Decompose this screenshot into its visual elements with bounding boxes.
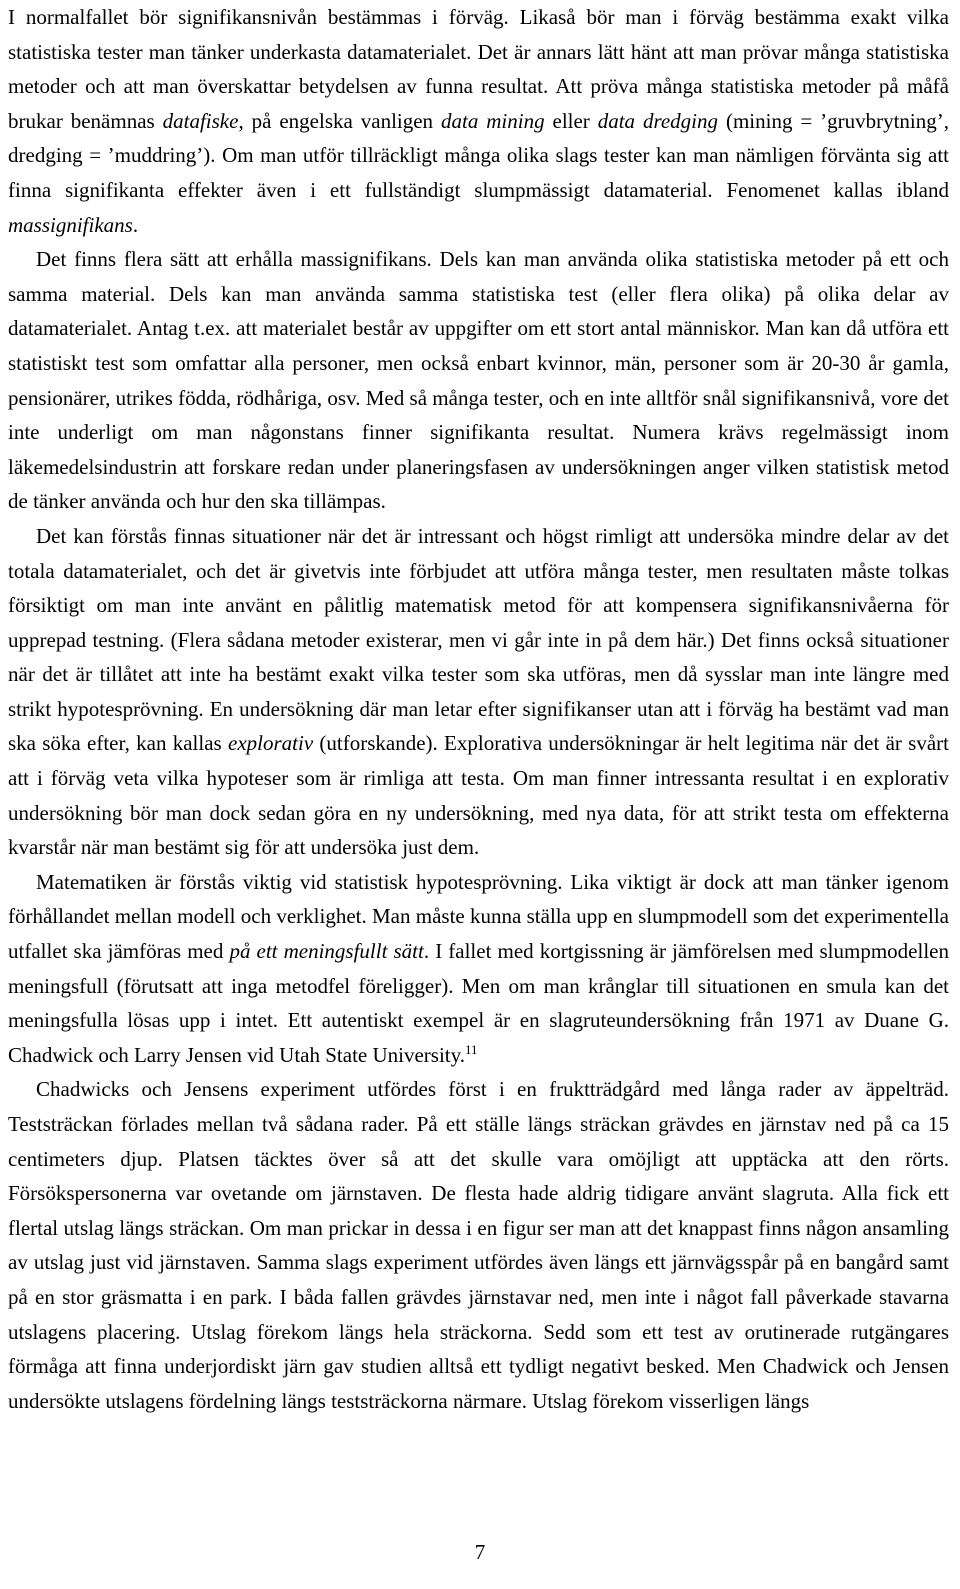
text-run: eller — [544, 108, 598, 133]
text-run: . — [132, 212, 139, 237]
text-run: Det finns flera sätt att erhålla massignifikans. Dels kan man använda olika statistiska metoder på ett och samma material. Dels kan man använda samma statistiska test (eller flera olika) på olika delar av datamaterialet. Antag t.ex. att materialet består av uppgifter om ett stort antal människor. Man kan då utföra ett statistiskt test som omfattar alla personer, men också enbart kvinnor, män, personer som är 20-30 år gamla, pensionärer, utrikes födda, rödhåriga, osv. Med så många tester, och en inte alltför snål signifikansnivå, vore det inte underligt om man någonstans finner signifikanta resultat. Numera krävs regelmässigt inom läkemedelsindustrin att forskare redan under planeringsfasen av undersökningen anger vilken statistisk metod de tänker använda och hur den ska tillämpas. — [8, 247, 949, 514]
document-page — [8, 0, 949, 1418]
italic-term: massignifikans — [8, 212, 133, 237]
text-run: , på engelska vanligen — [238, 108, 441, 133]
italic-term: explorativ — [228, 731, 314, 756]
italic-term: data dredging — [597, 108, 719, 133]
italic-term: på ett meningsfullt sätt — [229, 939, 424, 964]
text-run: . I fallet med kortgissning är jämförelsen med slumpmodellen meningsfull (förutsatt att inga metodfel föreligger). Men om man krånglar till situationen en smula kan det meningsfulla lösas upp i intet. Ett autentiskt exempel är en slagruteundersökning från 1971 av Duane G. Chadwick och Larry Jensen vid Utah State University. — [8, 939, 949, 1067]
text-run: I normalfallet bör signifikansnivån bestämmas i förväg. Likaså bör man i förväg bestämma exakt vilka statistiska tester man tänker underkasta datamaterialet. Det är annars lätt hänt att man prövar många statistiska metoder och att man överskattar betydelsen av funna resultat. Att pröva många statistiska metoder på måfå brukar benämnas — [8, 5, 949, 133]
text-run: Matematiken är förstås viktig vid statistisk hypotesprövning. Lika viktigt är dock att man tänker igenom förhållandet mellan modell och verklighet. Man måste kunna ställa upp en slumpmodell som det experimentella utfallet ska jämföras med — [8, 869, 949, 964]
paragraph-1 — [8, 0, 949, 242]
text-run: (utforskande). Explorativa undersökningar är helt legitima när det är svårt att i förväg veta vilka hypoteser som är rimliga att testa. Om man finner intressanta resultat i en explorativ undersökning bör man dock sedan göra en ny undersökning, med nya data, för att strikt testa om effekterna kvarstår när man bestämt sig för att undersöka just dem. — [8, 731, 949, 860]
text-run: (mining = ’gruvbrytning’, dredging = ’muddring’). Om man utför tillräckligt många olika slags tester kan man nämligen förvänta sig att finna signifikanta effekter även i ett fullständigt slumpmässigt datamaterial. Fenomenet kallas ibland — [8, 108, 950, 202]
paragraph-4 — [8, 865, 949, 1073]
paragraph-2 — [8, 242, 949, 519]
italic-term: data mining — [440, 108, 545, 133]
italic-term: datafiske — [162, 108, 239, 133]
text-run: Det kan förstås finnas situationer när det är intressant och högst rimligt att undersöka mindre delar av det totala datamaterialet, och det är givetvis inte förbjudet att utföra många tester, men resultaten måste tolkas försiktigt om man inte använt en pålitlig matematisk metod för att kompensera signifikansnivåerna för upprepad testning. (Flera sådana metoder existerar, men vi går inte in på dem här.) Det finns också situationer när det är tillåtet att inte ha bestämt exakt vilka tester som ska utföras, men då sysslar man inte längre med strikt hypotesprövning. En undersökning där man letar efter signifikanser utan att i förväg ha bestämt vad man ska söka efter, kan kallas — [8, 523, 949, 756]
paragraph-3 — [8, 519, 949, 865]
text-run: Chadwicks och Jensens experiment utfördes först i en fruktträdgård med långa rader av äppelträd. Teststräckan förlades mellan två sådana rader. På ett ställe längs sträckan grävdes en järnstav ned på ca 15 centimeters djup. Platsen täcktes över så att det skulle vara omöjligt att upptäcka att den rörts. Försökspersonerna var ovetande om järnstaven. De flesta hade aldrig tidigare använt slagruta. Alla fick ett flertal utslag längs sträckan. Om man prickar in dessa i en figur ser man att det knappast finns någon ansamling av utslag just vid järnstaven. Samma slags experiment utfördes även längs ett järnvägsspår på en bangård samt på en stor gräsmatta i en park. I båda fallen grävdes järnstavar ned, men inte i något fall påverkade stavarna utslagens placering. Utslag förekom längs hela sträckorna. Sedd som ett test av orutinerade rutgängares förmåga att finna underjordiskt järn gav studien alltså ett tydligt negativt besked. Men Chadwick och Jensen undersökte utslagens fördelning längs teststräckorna närmare. Utslag förekom visserligen längs — [8, 1077, 949, 1413]
page-number: 7 — [474, 1540, 486, 1564]
footnote-reference: 11 — [465, 1041, 478, 1057]
paragraph-5 — [8, 1072, 949, 1418]
